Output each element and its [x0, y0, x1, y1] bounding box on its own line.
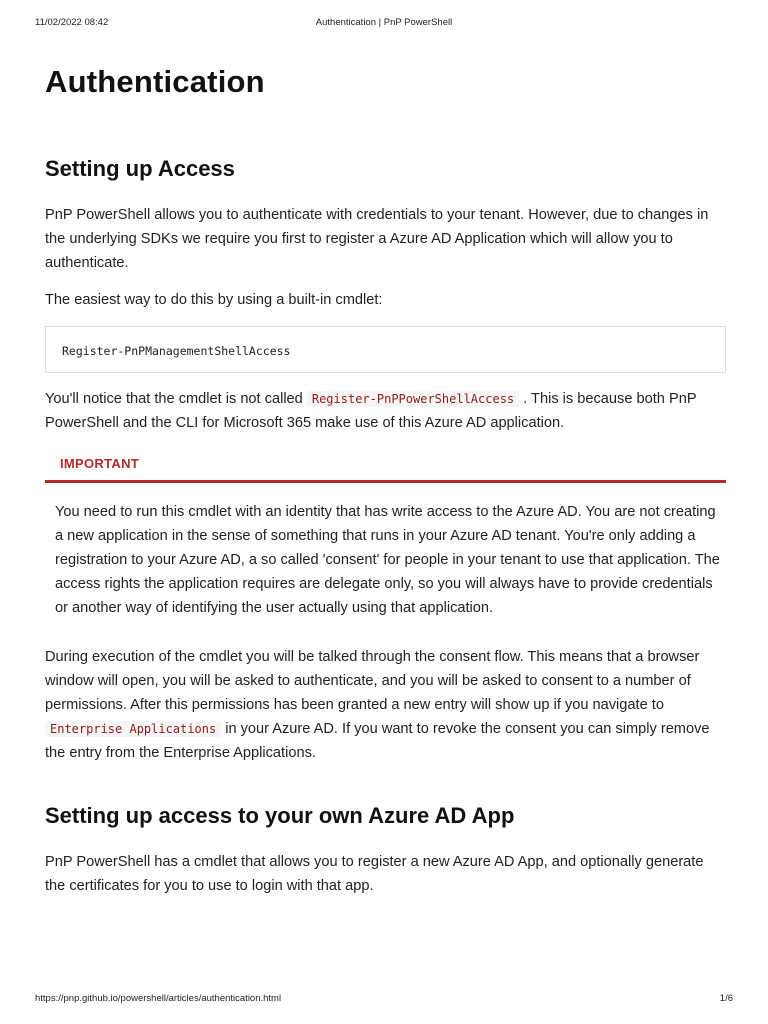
section-heading-own-azure-ad-app: Setting up access to your own Azure AD App [45, 803, 515, 828]
important-alert-body [45, 483, 726, 620]
print-url: https://pnp.github.io/powershell/articles/authentication.html [35, 993, 282, 1004]
paragraph-easiest-way: The easiest way to do this by using a built-in cmdlet: [45, 292, 383, 308]
code-block-text: Register-PnPManagementShellAccess [62, 344, 291, 358]
paragraph-text: You'll notice that the cmdlet is not called [45, 391, 307, 407]
section-heading-setting-up-access: Setting up Access [45, 156, 235, 181]
print-datetime: 11/02/2022 08:42 [35, 17, 109, 28]
paragraph-text: During execution of the cmdlet you will be talked through the consent flow. This means that a browser window will open, you will be asked to authenticate, and you will be asked to consent to a number of permissions. After this permissions has been granted a new entry will show up if you navigate to [45, 649, 700, 713]
paragraph-text: . This is because both PnP PowerShell and the CLI for Microsoft 365 make use of this Azure AD application. [45, 391, 697, 431]
paragraph-consent-flow [45, 645, 726, 765]
important-alert-header [45, 449, 726, 483]
inline-code-register-pnppowershellaccess: Register-PnPPowerShellAccess [307, 391, 519, 407]
page-number: 1/6 [719, 993, 733, 1004]
paragraph-text: in your Azure AD. If you want to revoke the consent you can simply remove the entry from the Enterprise Applications. [45, 721, 710, 761]
page-title: Authentication [45, 64, 265, 99]
print-footer [0, 993, 768, 1007]
print-document-title: Authentication | PnP PowerShell [315, 17, 453, 28]
paragraph-intro: PnP PowerShell allows you to authenticate with credentials to your tenant. However, due to changes in the underlying SDKs we require you first to register a Azure AD Application which will allow you to authenticate. [45, 207, 709, 271]
code-block[interactable] [45, 326, 726, 373]
paragraph-register-app: PnP PowerShell has a cmdlet that allows you to register a new Azure AD App, and optionally generate the certificates for you to use to login with that app. [45, 854, 704, 894]
important-label: IMPORTANT [60, 456, 140, 471]
inline-code-enterprise-applications: Enterprise Applications [45, 721, 221, 737]
important-text: You need to run this cmdlet with an identity that has write access to the Azure AD. You are not creating a new application in the sense of something that runs in your Azure AD tenant. You're only adding a registration to your Azure AD, a so called 'consent' for people in your tenant to use that application. The access rights the application requires are delegate only, so you will always have to provide credentials or another way of identifying the user actually using that application. [55, 504, 720, 616]
important-alert [45, 449, 726, 620]
article [45, 62, 726, 898]
print-header [0, 17, 768, 31]
paragraph-cmdlet-note [45, 387, 726, 435]
